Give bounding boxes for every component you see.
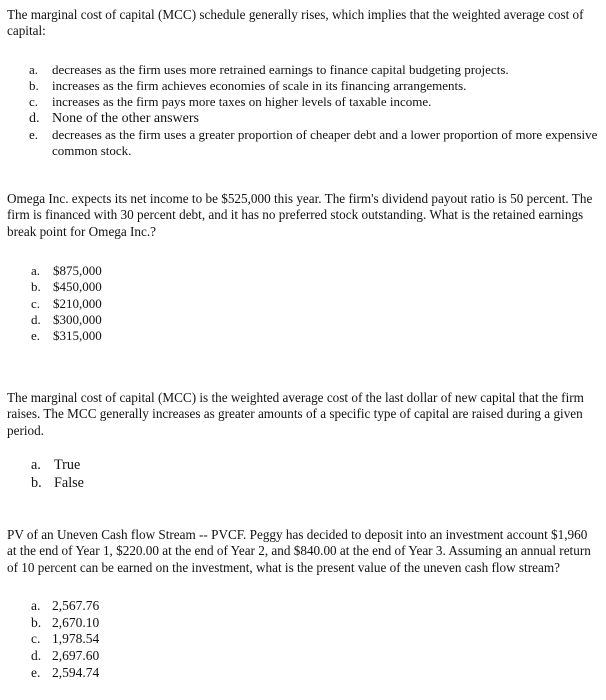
option-text: 2,567.76 [52, 598, 100, 614]
option-4b[interactable] [31, 615, 599, 632]
option-letter: d. [31, 311, 41, 327]
option-text: $315,000 [53, 328, 102, 344]
option-2d[interactable] [31, 312, 599, 328]
option-text: increases as the firm pays more taxes on higher levels of taxable income. [52, 93, 432, 109]
question-3-options [31, 457, 599, 492]
option-letter: b. [31, 474, 42, 491]
option-4d[interactable] [31, 648, 599, 665]
option-text: decreases as the firm uses a greater proportion of cheaper debt and a lower proportion of more expensive common stock. [52, 126, 598, 158]
question-4 [7, 527, 599, 681]
option-2b[interactable] [31, 279, 599, 295]
option-text: 2,697.60 [52, 648, 100, 663]
option-4a[interactable] [31, 598, 599, 615]
option-letter: e. [31, 664, 41, 680]
option-text: $875,000 [53, 263, 102, 279]
option-letter: a. [31, 263, 41, 279]
option-letter: e. [31, 328, 41, 344]
option-letter: b. [31, 614, 42, 630]
question-1-options [29, 62, 599, 159]
question-2-options [31, 263, 599, 344]
option-text: $210,000 [53, 295, 102, 311]
option-letter: a. [29, 61, 39, 77]
option-text: True [54, 457, 81, 474]
question-2-stem: Omega Inc. expects its net income to be $525,000 this year. The firm's dividend payout ratio is 50 percent. The firm is financed with 30 percent debt, and it has no preferred stock outstanding. What is the retained earnings break point for Omega Inc.? [7, 191, 593, 239]
option-text: 2,670.10 [52, 614, 100, 630]
question-1 [7, 7, 599, 159]
question-4-stem: PV of an Uneven Cash flow Stream -- PVCF. Peggy has decided to deposit into an investment account $1,960 at the end of Year 1, $220.00 at the end of Year 2, and $840.00 at the end of Year 3. Assuming an annual return of 10 percent can be earned on the investment, what is the present value of the uneven cash flow stream? [7, 527, 591, 575]
option-letter: d. [29, 110, 40, 126]
option-text: 1,978.54 [52, 631, 100, 647]
option-text: $450,000 [53, 279, 102, 295]
option-letter: a. [31, 457, 41, 474]
option-text: None of the other answers [52, 110, 199, 126]
question-3 [7, 390, 599, 492]
option-letter: c. [29, 93, 39, 109]
option-text: increases as the firm achieves economies of scale in its financing arrangements. [52, 77, 467, 93]
question-1-stem: The marginal cost of capital (MCC) schedule generally rises, which implies that the weighted average cost of capital: [7, 7, 584, 39]
option-2a[interactable] [31, 263, 599, 279]
option-4e[interactable] [31, 665, 599, 682]
option-text: 2,594.74 [52, 664, 100, 680]
option-letter: a. [31, 598, 41, 614]
option-letter: d. [31, 648, 42, 663]
option-2c[interactable] [31, 296, 599, 312]
option-letter: b. [31, 279, 41, 295]
option-4c[interactable] [31, 631, 599, 648]
question-4-options [31, 598, 599, 681]
option-letter: c. [31, 295, 41, 311]
question-3-stem: The marginal cost of capital (MCC) is the weighted average cost of the last dollar of new capital that the firm raises. The MCC generally increases as greater amounts of a specific type of capital are raised during a given period. [7, 390, 584, 438]
option-1d[interactable] [29, 110, 599, 127]
option-3a[interactable] [31, 457, 599, 475]
option-3b[interactable] [31, 475, 599, 493]
option-1c[interactable] [29, 94, 599, 110]
question-2 [7, 191, 599, 344]
option-text: decreases as the firm uses more retrained earnings to finance capital budgeting projects. [52, 61, 509, 77]
option-1b[interactable] [29, 78, 599, 94]
option-1e[interactable] [29, 127, 599, 159]
option-letter: e. [29, 126, 39, 142]
option-text: $300,000 [53, 311, 102, 327]
option-2e[interactable] [31, 328, 599, 344]
option-letter: c. [31, 631, 41, 647]
option-1a[interactable] [29, 62, 599, 78]
option-letter: b. [29, 77, 39, 93]
option-text: False [54, 474, 84, 491]
